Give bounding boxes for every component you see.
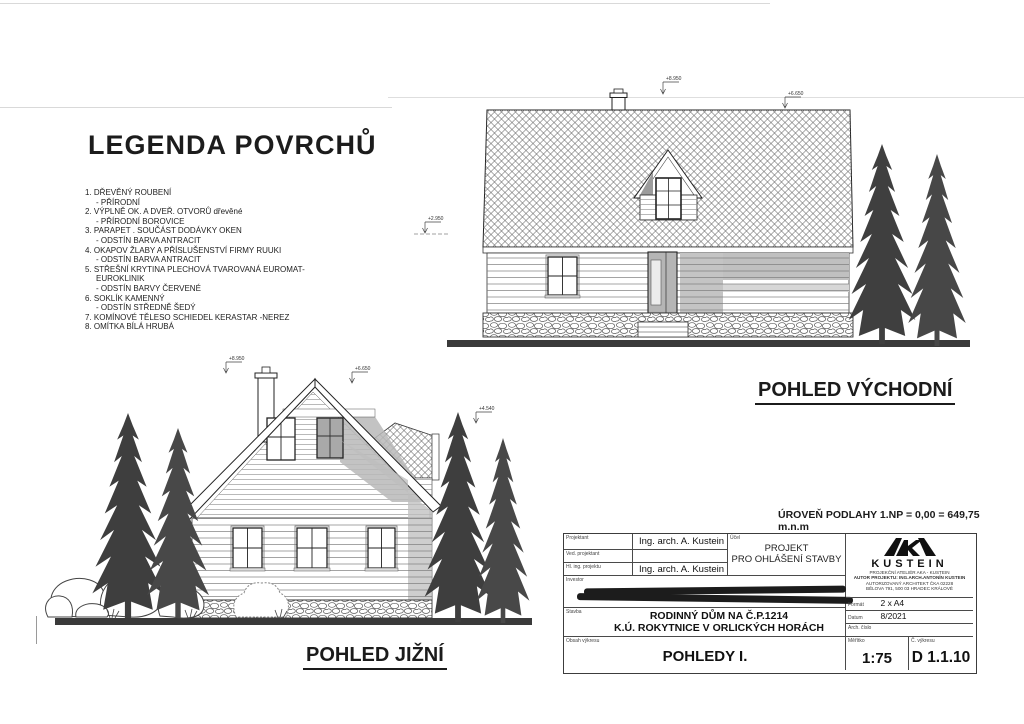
east-chimney — [610, 89, 627, 110]
south-gable — [197, 392, 430, 518]
field-label-hl-ing: Hl. ing. projektu — [566, 564, 601, 570]
field-format — [846, 598, 973, 611]
legend-line: 4. OKAPOV ŽLABY A PŘÍSLUŠENSTVÍ FIRMY RUUKI — [85, 245, 282, 255]
legend-line: 2. VÝPLNĚ OK. A DVEŘ. OTVORŮ dřevěné — [85, 207, 243, 217]
field-cislo-vykresu — [909, 637, 973, 670]
marker-value: +6.650 — [788, 91, 804, 97]
legend-line: - ODSTÍN STŘEDNĚ ŠEDÝ — [96, 303, 196, 313]
east-elevation-drawing — [400, 70, 975, 370]
field-label-format: Formát — [848, 602, 864, 608]
field-value-datum: 8/2021 — [880, 611, 907, 621]
field-label-arch-cislo: Arch. číslo — [848, 625, 872, 631]
legend-line: 8. OMÍTKA BÍLÁ HRUBÁ — [85, 322, 174, 332]
legend-line: 7. KOMÍNOVÉ TĚLESO SCHIEDEL KERASTAR -NEREZ — [85, 312, 290, 322]
ucel-line1: PROJEKT — [764, 543, 809, 554]
field-label-cislo-vykresu: Č. výkresu — [911, 638, 935, 644]
entry-steps — [638, 322, 688, 337]
east-foundation — [483, 313, 853, 337]
gable-window-right — [317, 418, 343, 458]
field-label-stavba: Stavba — [566, 609, 582, 615]
south-view-label: POHLED JIŽNÍ — [303, 644, 447, 670]
obsah-value: POHLEDY I. — [662, 648, 748, 665]
cislo-vykresu-value: D 1.1.10 — [911, 649, 971, 666]
stavba-line1: RODINNÝ DŮM NA Č.P.1214 — [649, 610, 789, 622]
field-value-hl-ing: Ing. arch. A. Kustein — [633, 563, 728, 576]
marker-value: +6.650 — [355, 366, 371, 372]
field-label-obsah: Obsah výkresu — [566, 638, 600, 644]
stavba-line2: K.Ú. ROKYTNICE V ORLICKÝCH HORÁCH — [613, 622, 824, 634]
title-block — [563, 533, 977, 674]
marker-value: +8.950 — [229, 356, 245, 362]
ucel-line2: PRO OHLÁŠENÍ STAVBY — [731, 554, 842, 565]
marker-value: +8.950 — [666, 76, 682, 82]
legend-line: - ODSTÍN BARVA ANTRACIT — [96, 255, 202, 265]
legend-line: 1. DŘEVĚNÝ ROUBENÍ — [85, 188, 172, 197]
east-view-label: POHLED VÝCHODNÍ — [755, 379, 955, 405]
firm-line3: AUTORIZOVANÝ ARCHITEKT ČKA 02228 — [865, 580, 954, 586]
field-label-ved-projektant: Ved. projektant — [566, 551, 600, 557]
field-value-projektant: Ing. arch. A. Kustein — [633, 534, 728, 550]
field-meritko — [846, 637, 909, 670]
south-elevation-drawing — [40, 350, 540, 650]
legend-line: 3. PARAPET . SOUČÁST DODÁVKY OKEN — [85, 226, 242, 236]
scan-line-left — [0, 107, 392, 108]
field-ucel — [728, 534, 846, 576]
east-door — [648, 252, 677, 313]
field-label-investor: Investor — [566, 577, 584, 583]
conifer-trees-east — [849, 144, 966, 346]
field-label-ucel: Účel — [730, 535, 741, 541]
legend-line: 5. STŘEŠNÍ KRYTINA PLECHOVÁ TVAROVANÁ EUROMAT- — [85, 264, 305, 274]
firm-line2: AUTOR PROJEKTU: ING.ARCH.ANTONÍN KUSTEIN — [853, 575, 966, 581]
legend-line: - PŘÍRODNÍ — [96, 197, 140, 207]
legend-line: EUROKLINIK — [96, 274, 145, 284]
field-value-format: 2 x A4 — [880, 598, 905, 608]
aka-logo — [880, 536, 940, 558]
legend-line: - ODSTÍN BARVY ČERVENÉ — [96, 283, 201, 293]
field-label-projektant: Projektant — [566, 535, 589, 541]
legend-line: - PŘÍRODNÍ BOROVICE — [96, 216, 185, 226]
legend-line: - ODSTÍN BARVA ANTRACIT — [96, 235, 202, 245]
meritko-value: 1:75 — [861, 650, 893, 667]
legend-line: 6. SOKLÍK KAMENNÝ — [85, 293, 165, 303]
scan-line-top — [0, 3, 770, 4]
marker-value: +2.950 — [428, 216, 444, 222]
firm-line4: BĚLOVA 791, 500 03 HRADEC KRÁLOVÉ — [866, 586, 953, 592]
field-obsah — [564, 637, 846, 670]
field-label-datum: Datum — [848, 615, 863, 621]
firm-name: KUSTEIN — [871, 558, 948, 570]
south-foundation — [190, 600, 432, 618]
ground-line — [447, 340, 970, 347]
field-label-meritko: Měřítko — [848, 638, 865, 644]
south-window — [230, 526, 265, 571]
marker-value: +4.540 — [479, 406, 495, 412]
firm-line1: PROJEKČNÍ ATELIÉR AKA - KUSTEIN — [869, 570, 950, 575]
legend-list — [85, 188, 305, 332]
firm-block — [846, 534, 973, 598]
legend-title: LEGENDA POVRCHŮ — [88, 130, 377, 160]
floor-level-note: ÚROVEŇ PODLAHY 1.NP = 0,00 = 649,75 m.n.m — [778, 509, 980, 533]
field-stavba — [564, 608, 846, 637]
field-value-ved-projektant — [633, 550, 728, 563]
field-datum — [846, 611, 973, 624]
south-window — [294, 526, 330, 571]
east-window — [545, 255, 580, 298]
south-window — [365, 526, 398, 571]
field-arch-cislo — [846, 624, 973, 637]
scan-mark-left-edge — [36, 616, 37, 644]
